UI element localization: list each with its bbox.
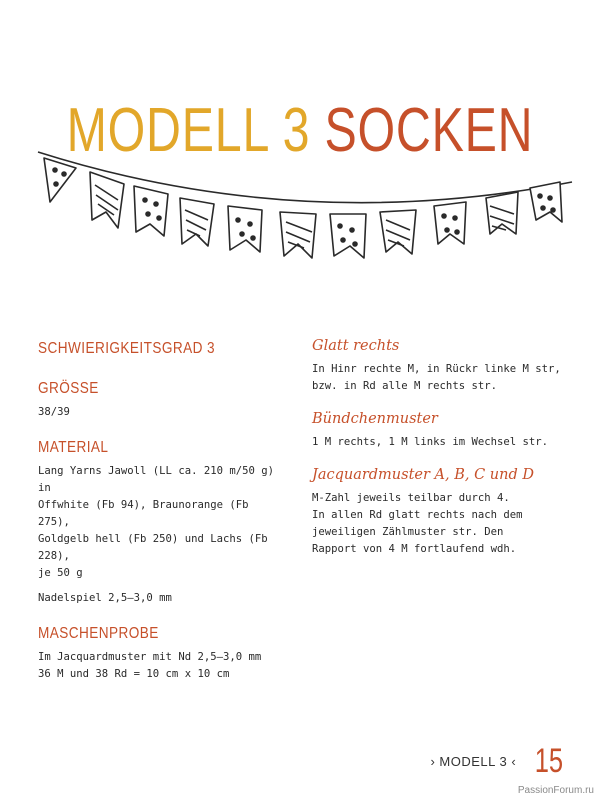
page-footer <box>430 742 568 781</box>
watermark: PassionForum.ru <box>517 785 594 796</box>
page-number: 15 <box>534 742 564 780</box>
gauge-text: Im Jacquardmuster mit Nd 2,5–3,0 mm 36 M und 38 Rd = 10 cm x 10 cm <box>38 651 262 680</box>
jacquard-text-1: M-Zahl jeweils teilbar durch 4. <box>312 492 510 504</box>
needles-text: Nadelspiel 2,5–3,0 mm <box>38 592 172 604</box>
title-socks: SOCKEN <box>324 95 534 165</box>
ribbing-heading: Bündchenmuster <box>312 411 438 427</box>
left-column <box>38 340 278 683</box>
right-column <box>312 338 572 558</box>
size-value: 38/39 <box>38 406 70 418</box>
title-model: MODELL 3 <box>66 95 311 165</box>
jacquard-text-2: In allen Rd glatt rechts nach dem jeweiligen Zählmuster str. Den Rapport von 4 M fortlaufend wdh. <box>312 509 523 555</box>
gauge-heading: MASCHENPROBE <box>38 625 159 642</box>
bunting-illustration <box>0 140 600 280</box>
stockinette-text: In Hinr rechte M, in Rückr linke M str, bzw. in Rd alle M rechts str. <box>312 363 561 392</box>
size-heading: GRÖSSE <box>38 380 99 397</box>
ribbing-text: 1 M rechts, 1 M links im Wechsel str. <box>312 436 548 448</box>
material-heading: MATERIAL <box>38 439 109 456</box>
jacquard-heading: Jacquardmuster A, B, C und D <box>312 467 534 483</box>
footer-model-label: › MODELL 3 ‹ <box>430 754 517 769</box>
difficulty-heading: SCHWIERIGKEITSGRAD 3 <box>38 340 216 357</box>
stockinette-heading: Glatt rechts <box>312 338 400 354</box>
material-text: Lang Yarns Jawoll (LL ca. 210 m/50 g) in Offwhite (Fb 94), Braunorange (Fb 275), Goldgelb hell (Fb 250) und Lachs (Fb 228), je 50 g <box>38 465 274 579</box>
